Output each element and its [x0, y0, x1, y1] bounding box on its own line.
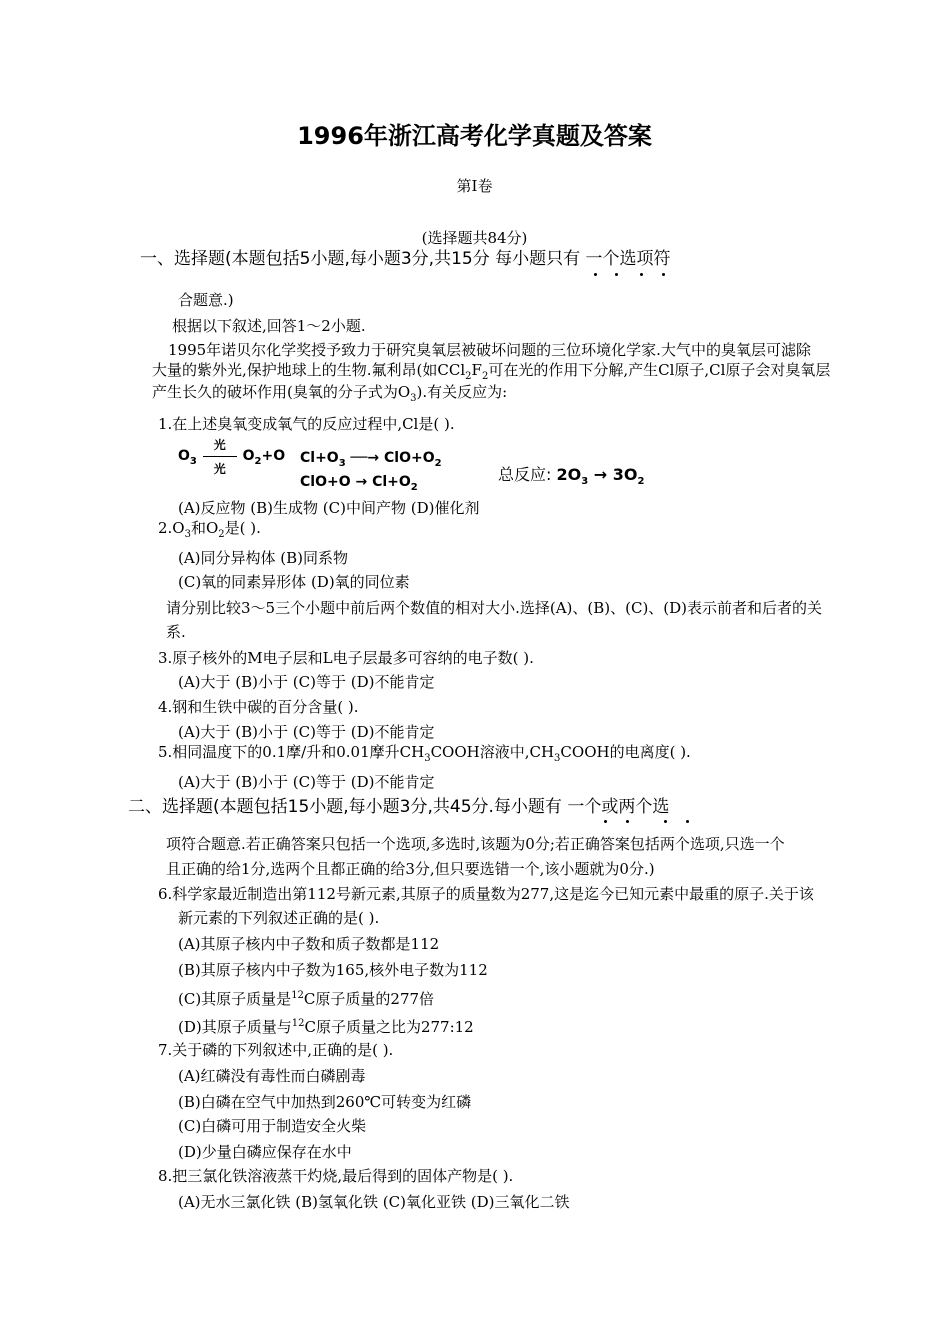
question-4: 4.钢和生铁中碳的百分含量( ). [158, 698, 359, 716]
compare-intro-1: 请分别比较3～5三个小题中前后两个数值的相对大小.选择(A)、(B)、(C)、(D)表示前者和后者的关 [166, 599, 823, 617]
q2-options-2: (C)氧的同素异形体 (D)氧的同位素 [178, 573, 410, 591]
section2-note-1: 项符合题意.若正确答案只包括一个选项,多选时,该题为0分;若正确答案包括两个选项,只选一个 [166, 835, 785, 853]
part-note: (选择题共84分) [421, 229, 528, 247]
section2-note-2: 且正确的给1分,选两个且都正确的给3分,但只要选错一个,该小题就为0分.) [166, 860, 655, 878]
emphasis-dot [615, 273, 618, 276]
q3-options: (A)大于 (B)小于 (C)等于 (D)不能肯定 [178, 673, 435, 691]
q8-options: (A)无水三氯化铁 (B)氢氧化铁 (C)氧化亚铁 (D)三氧化二铁 [178, 1193, 570, 1211]
emphasis-dot [664, 820, 667, 823]
section1-heading: 一、选择题(本题包括5小题,每小题3分,共15分 每小题只有 一个选项符 [140, 249, 671, 269]
question-3: 3.原子核外的M电子层和L电子层最多可容纳的电子数( ). [158, 649, 534, 667]
volume-label: 第I卷 [456, 177, 493, 195]
q6-option-a: (A)其原子核内中子数和质子数都是112 [178, 935, 440, 953]
reaction-2: $Cl+O_3$ ──→ $ClO+O_2$ [300, 450, 442, 469]
question-8: 8.把三氯化铁溶液蒸干灼烧,最后得到的固体产物是( ). [158, 1167, 514, 1185]
question-5: 5.相同温度下的0.1摩/升和0.01摩升$CH_3COOH$溶液中$,CH_3COOH$的电离度( ). [158, 743, 691, 764]
question-2: $2.O_3$和$O_2$是( ). [158, 519, 261, 540]
intro-text: 根据以下叙述,回答1～2小题. [172, 317, 366, 335]
reaction-3: $ClO+O \to Cl+O_2$ [300, 474, 418, 493]
q6-option-d: (D)其原子质量与$^{12}$C原子质量之比为277:12 [178, 1018, 474, 1036]
passage-line-2: 大量的紫外光,保护地球上的生物.氟利昂(如$CCl_2F_2$可在光的作用下分解,产生Cl原子,Cl原子会对臭氧层 [152, 361, 831, 382]
q7-option-b: (B)白磷在空气中加热到260℃可转变为红磷 [178, 1093, 472, 1111]
page-title: 1996年浙江高考化学真题及答案 [297, 122, 652, 150]
emphasis-dot [594, 273, 597, 276]
emphasis-dot [662, 273, 665, 276]
reaction-1: $O_3$ 光 光 $O_2+O$ [178, 438, 286, 476]
q6-option-b: (B)其原子核内中子数为165,核外电子数为112 [178, 961, 488, 979]
q7-option-a: (A)红磷没有毒性而白磷剧毒 [178, 1067, 366, 1085]
light-label-under: 光 [213, 462, 226, 476]
passage-line-3: 产生长久的破坏作用(臭氧的分子式为$O_3$).有关反应为: [152, 383, 508, 404]
emphasis-dot [626, 820, 629, 823]
section1-heading-cont: 合题意.) [178, 291, 234, 309]
question-7: 7.关于磷的下列叙述中,正确的是( ). [158, 1041, 394, 1059]
section2-heading: 二、选择题(本题包括15小题,每小题3分,共45分.每小题有 一个或两个选 [128, 797, 670, 817]
q4-options: (A)大于 (B)小于 (C)等于 (D)不能肯定 [178, 723, 435, 741]
question-6-line-2: 新元素的下列叙述正确的是( ). [178, 909, 380, 927]
emphasis-dot [604, 820, 607, 823]
emphasis-dot [686, 820, 689, 823]
q5-options: (A)大于 (B)小于 (C)等于 (D)不能肯定 [178, 773, 435, 791]
emphasis-dot [640, 273, 643, 276]
passage-line-1: 1995年诺贝尔化学奖授予致力于研究臭氧层被破坏问题的三位环境化学家.大气中的臭氧层可滤除 [168, 341, 811, 359]
question-1: 1.在上述臭氧变成氧气的反应过程中,Cl是( ). [158, 415, 455, 433]
light-label: 光 [213, 438, 226, 452]
q7-option-d: (D)少量白磷应保存在水中 [178, 1143, 352, 1161]
compare-intro-2: 系. [166, 623, 186, 641]
total-reaction: 总反应: $2O_3 \to 3O_2$ [498, 465, 645, 488]
q1-options: (A)反应物 (B)生成物 (C)中间产物 (D)催化剂 [178, 499, 480, 517]
q7-option-c: (C)白磷可用于制造安全火柴 [178, 1117, 367, 1135]
q2-options-1: (A)同分异构体 (B)同系物 [178, 549, 349, 567]
q6-option-c: (C)其原子质量是$^{12}$C原子质量的277倍 [178, 990, 435, 1008]
question-6-line-1: 6.科学家最近制造出第112号新元素,其原子的质量数为277,这是迄今已知元素中最重的原子.关于该 [158, 885, 814, 903]
